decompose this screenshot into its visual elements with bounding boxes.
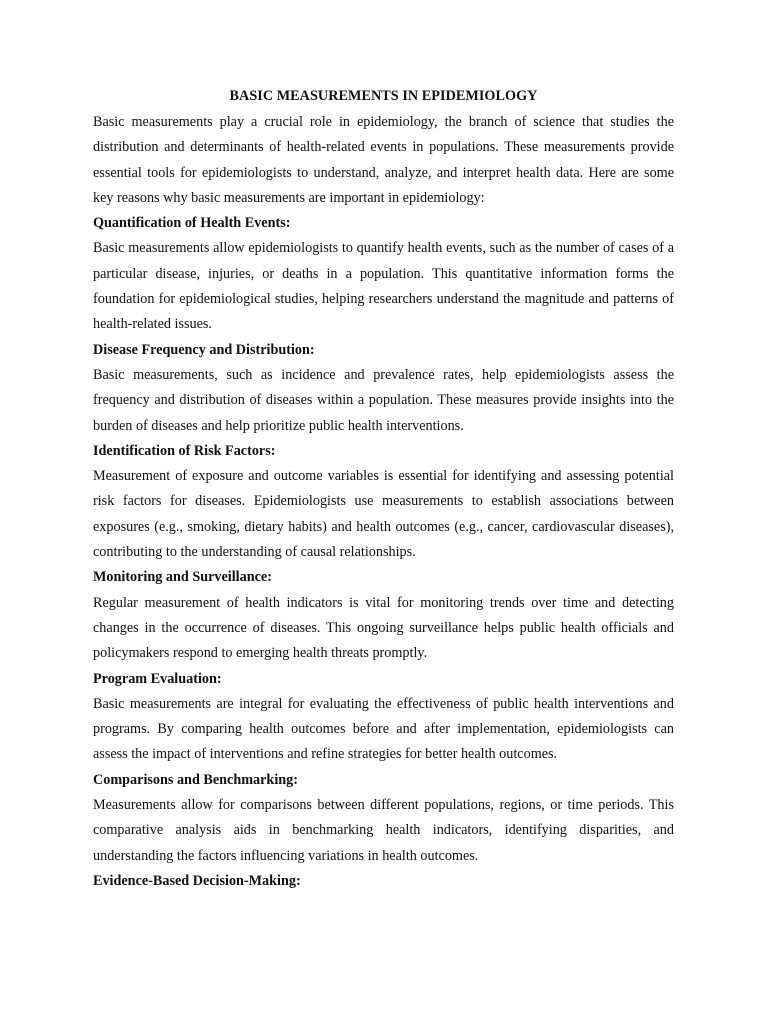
section-body-comparisons: Measurements allow for comparisons between different populations, regions, or time periods. This comparative analysis aids in benchmarking health indicators, identifying disparities, and understanding the factors influencing variations in health outcomes.	[93, 797, 674, 864]
intro-paragraph: Basic measurements play a crucial role in epidemiology, the branch of science that studies the distribution and determinants of health-related events in populations. These measurements provide essential tools for epidemiologists to understand, analyze, and interpret health data. Here are some key reasons why basic measurements are important in epidemiology:	[93, 114, 674, 206]
section-heading-quantification: Quantification of Health Events:	[93, 215, 291, 232]
section-heading-monitoring: Monitoring and Surveillance:	[93, 569, 272, 586]
section-body-disease-frequency: Basic measurements, such as incidence and prevalence rates, help epidemiologists assess the frequency and distribution of diseases within a population. These measures provide insights into the burden of diseases and help prioritize public health interventions.	[93, 366, 674, 434]
section-body-monitoring: Regular measurement of health indicators is vital for monitoring trends over time and detecting changes in the occurrence of diseases. This ongoing surveillance helps public health officials and policymakers respond to emerging health threats promptly.	[93, 594, 674, 662]
section-heading-comparisons: Comparisons and Benchmarking:	[93, 771, 298, 788]
section-body-program-evaluation: Basic measurements are integral for evaluating the effectiveness of public health interventions and programs. By comparing health outcomes before and after implementation, epidemiologists can assess the impact of interventions and refine strategies for better health outcomes.	[93, 695, 674, 763]
section-heading-disease-frequency: Disease Frequency and Distribution:	[93, 341, 315, 358]
section-body-risk-factors: Measurement of exposure and outcome variables is essential for identifying and assessing potential risk factors for diseases. Epidemiologists use measurements to establish associations between exposures (e.g., smoking, dietary habits) and health outcomes (e.g., cancer, cardiovascular diseases), contributing to the understanding of causal relationships.	[93, 468, 674, 561]
document-title: BASIC MEASUREMENTS IN EPIDEMIOLOGY	[229, 88, 538, 104]
section-heading-risk-factors: Identification of Risk Factors:	[93, 442, 276, 459]
section-heading-program-evaluation: Program Evaluation:	[93, 670, 222, 687]
section-heading-evidence-based: Evidence-Based Decision-Making:	[93, 872, 301, 889]
section-body-quantification: Basic measurements allow epidemiologists to quantify health events, such as the number of cases of a particular disease, injuries, or deaths in a population. This quantitative information forms the foundation for epidemiological studies, helping researchers understand the magnitude and patterns of health-related issues.	[93, 240, 674, 333]
